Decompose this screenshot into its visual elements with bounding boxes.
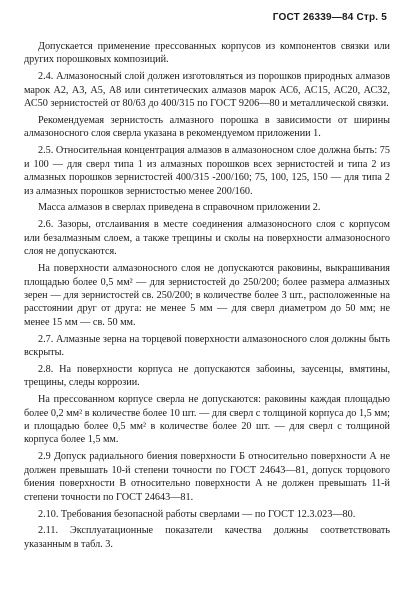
paragraph-2-7: 2.7. Алмазные зерна на торцевой поверхности алмазоносного слоя должны быть вскрыты. — [24, 333, 390, 359]
paragraph-2-9: 2.9 Допуск радиального биения поверхности Б относительно поверхности А не должен превышать 10-й степени точности по ГОСТ 24643—81, допуск торцового биения поверхности В относительно поверхности А не должен превышать 11-й степени точности по ГОСТ 24643—81. — [24, 451, 390, 503]
paragraph-pressed-body-defects: На прессованном корпусе сверла не допускаются: раковины каждая площадью более 0,2 мм² в количестве более 10 шт. — для сверл с толщиной корпуса до 1,5 мм; и площадью более 0,5 мм² в количестве более 20 шт. — для сверл с толщиной корпуса более 1,5 мм. — [24, 394, 390, 446]
paragraph-2-5: 2.5. Относительная концентрация алмазов в алмазоносном слое должна быть: 75 и 100 — для сверл типа 1 из алмазных порошков всех зернистостей и типа 2 из алмазных порошков зернистостей 400/315 -200/160; 75, 100, 125, 150 — для типа 2 из алмазных порошков зернистостью менее 200/160. — [24, 145, 390, 197]
paragraph-pressed-bodies: Допускается применение прессованных корпусов из компонентов связки или других порошковых композиций. — [24, 41, 390, 66]
paragraph-2-10: 2.10. Требования безопасной работы сверлами — по ГОСТ 12.3.023—80. — [38, 508, 356, 520]
paragraph-2-6: 2.6. Зазоры, отслаивания в месте соединения алмазоносного слоя с корпусом или безалмазным слоем, а также трещины и сколы на поверхности алмазоносного слоя не допускаются. — [24, 219, 390, 258]
paragraph-2-11: 2.11. Эксплуатационные показатели качества должны соответствовать указанным в табл. 3. — [24, 525, 390, 550]
paragraph-2-8: 2.8. На поверхности корпуса не допускаются забоины, заусенцы, вмятины, трещины, следы коррозии. — [24, 363, 390, 389]
paragraph-surface-defects: На поверхности алмазоносного слоя не допускаются раковины, выкрашивания площадью более 0,5 мм² — для зернистостей до 250/200; более размера алмазных зерен — для зернистостей св. 250/200; в количестве более 3 шт., расположенные на расстоянии друг от друга: не менее 5 мм — для сверл диаметром до 50 мм; не менее 15 мм — св. 50 мм. — [24, 263, 390, 328]
paragraph-2-4: 2.4. Алмазоносный слой должен изготовляться из порошков природных алмазов марок А2, А3, А5, А8 или синтетических алмазов марок АС6, АС15, АС20, АС32, АС50 зернистостей от 80/63 до 400/315 по ГОСТ 9206—80 и металлической связки. — [24, 71, 390, 110]
paragraph-diamond-mass: Масса алмазов в сверлах приведена в справочном приложении 2. — [38, 202, 321, 214]
page-header: ГОСТ 26339—84 Стр. 5 — [272, 12, 387, 23]
paragraph-grain-recommendation: Рекомендуемая зернистость алмазного порошка в зависимости от ширины алмазоносного слоя сверла указана в рекомендуемом приложении 1. — [24, 115, 390, 140]
document-body — [24, 40, 390, 555]
